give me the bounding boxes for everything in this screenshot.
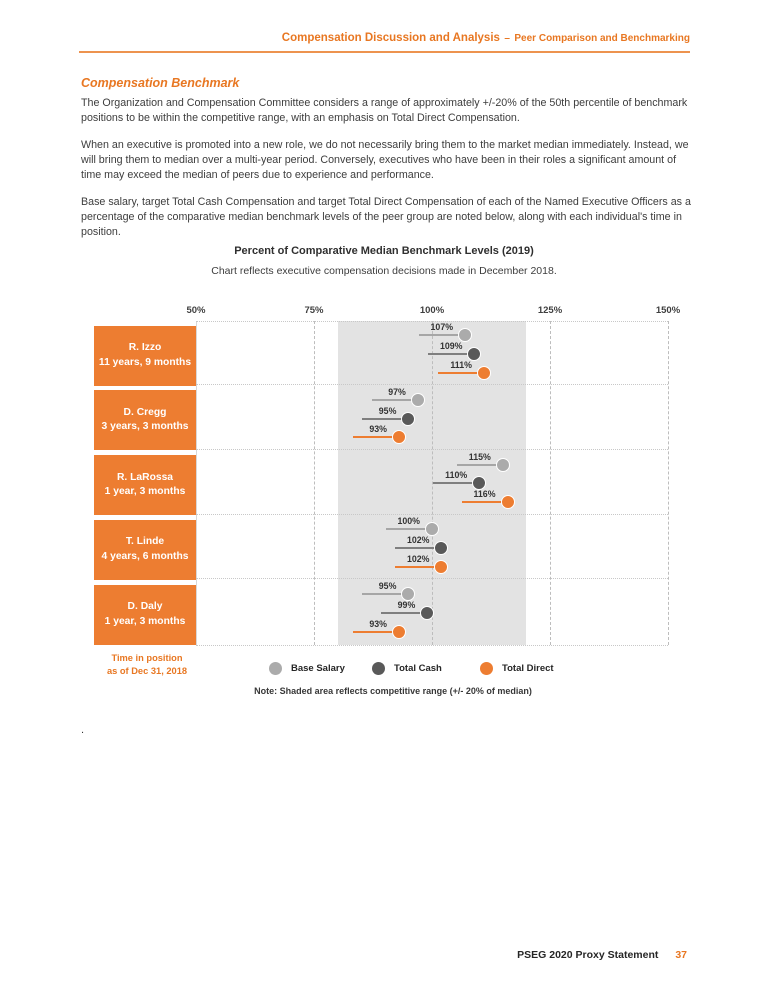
- executive-name: D. Cregg: [123, 406, 167, 418]
- x-axis-tick-label: 125%: [537, 305, 563, 316]
- value-label-total_cash: 99%: [397, 599, 416, 610]
- chart-title: Percent of Comparative Median Benchmark Levels (2019): [234, 245, 534, 257]
- legend-swatch-total_direct: [480, 662, 493, 675]
- data-marker-total_direct: [392, 625, 406, 639]
- value-label-total_cash: 102%: [406, 535, 430, 546]
- stray-period: .: [81, 724, 85, 736]
- row-separator: [196, 645, 668, 646]
- value-label-base_salary: 95%: [378, 581, 397, 592]
- executive-name: D. Daly: [127, 601, 163, 613]
- gridline-75: [314, 321, 315, 645]
- legend-item-total_cash: [372, 661, 442, 675]
- value-label-total_direct: 93%: [369, 424, 387, 435]
- executive-name: R. LaRossa: [116, 471, 174, 483]
- legend-label-base_salary: Base Salary: [291, 662, 345, 674]
- executive-tenure: 3 years, 3 months: [101, 421, 189, 433]
- row-separator: [196, 578, 668, 579]
- value-label-base_salary: 97%: [388, 386, 406, 397]
- gridline-125: [550, 321, 551, 645]
- legend-label-total_direct: Total Direct: [502, 662, 554, 674]
- header-subtitle: Peer Comparison and Benchmarking: [514, 33, 690, 44]
- benchmark-chart: [94, 305, 681, 650]
- executive-name: T. Linde: [125, 536, 165, 548]
- x-axis-tick-label: 100%: [419, 305, 445, 316]
- time-caption-line1: Time in position: [111, 653, 183, 663]
- value-label-total_direct: 93%: [369, 618, 387, 629]
- paragraph-3: Base salary, target Total Cash Compensation and target Total Direct Compensation of each of the Named Executive Officers as a percentage of the comparative median benchmark levels of the peer group are noted below, along with each individual's time in position.: [81, 196, 691, 238]
- time-in-position-caption: [96, 652, 198, 678]
- header-title: Compensation Discussion and Analysis: [281, 32, 500, 44]
- data-marker-total_direct: [477, 366, 491, 380]
- section-heading: Compensation Benchmark: [81, 76, 240, 90]
- page-footer: [79, 949, 687, 961]
- plot-left-border: [196, 321, 197, 645]
- legend-item-base_salary: [269, 661, 345, 675]
- time-caption-line2: as of Dec 31, 2018: [106, 666, 188, 676]
- value-label-total_direct: 102%: [406, 554, 430, 564]
- x-axis-tick-label: 50%: [186, 305, 206, 316]
- data-marker-total_cash: [401, 412, 415, 426]
- chart-subtitle: Chart reflects executive compensation decisions made in December 2018.: [211, 265, 557, 277]
- executive-label-box: [94, 326, 196, 386]
- header-separator: –: [504, 33, 510, 44]
- gridline-150: [668, 321, 669, 645]
- executive-tenure: 1 year, 3 months: [104, 486, 186, 498]
- chart-legend-row: [96, 648, 672, 688]
- value-label-total_direct: 111%: [450, 359, 472, 370]
- row-separator: [196, 449, 668, 450]
- paragraph-1: The Organization and Compensation Committee considers a range of approximately +/-20% of the 50th percentile of benchmark positions to be within the competitive range, with an emphasis on Total Direct Compensation.: [81, 97, 688, 124]
- value-label-base_salary: 107%: [430, 321, 454, 332]
- row-separator: [196, 384, 668, 385]
- page-number: 37: [675, 949, 687, 961]
- data-marker-base_salary: [411, 393, 425, 407]
- executive-name: R. Izzo: [128, 342, 162, 353]
- row-separator: [196, 514, 668, 515]
- executive-tenure: 11 years, 9 months: [98, 356, 192, 368]
- page-header: [79, 28, 690, 53]
- legend-item-total_direct: [480, 661, 554, 675]
- value-label-total_cash: 95%: [378, 405, 397, 416]
- x-axis-tick-label: 75%: [304, 305, 324, 316]
- value-label-total_direct: 116%: [473, 489, 496, 500]
- data-marker-total_direct: [501, 495, 515, 509]
- executive-label-box: [94, 520, 196, 580]
- data-marker-base_salary: [496, 458, 510, 472]
- executive-tenure: 1 year, 3 months: [104, 615, 186, 627]
- footer-label: PSEG 2020 Proxy Statement: [517, 949, 659, 961]
- value-label-total_cash: 110%: [445, 470, 468, 481]
- executive-label-box: [94, 390, 196, 450]
- paragraph-2: When an executive is promoted into a new role, we do not necessarily bring them to the market median immediately. Instead, we will bring them to median over a multi-year period. Conversely, executives who have been in their roles a significant amount of time may exceed the median of peers due to experience and performance.: [81, 139, 689, 181]
- value-label-base_salary: 115%: [468, 451, 491, 462]
- executive-tenure: 4 years, 6 months: [101, 550, 189, 562]
- value-label-base_salary: 100%: [397, 516, 420, 527]
- legend-label-total_cash: Total Cash: [394, 662, 442, 674]
- chart-note: Note: Shaded area reflects competitive range (+/- 20% of median): [254, 686, 532, 696]
- executive-label-box: [94, 455, 196, 515]
- value-label-total_cash: 109%: [439, 340, 463, 351]
- legend-swatch-total_cash: [372, 662, 385, 675]
- legend-swatch-base_salary: [269, 662, 282, 675]
- x-axis-tick-label: 150%: [655, 305, 681, 316]
- executive-label-box: [94, 585, 196, 645]
